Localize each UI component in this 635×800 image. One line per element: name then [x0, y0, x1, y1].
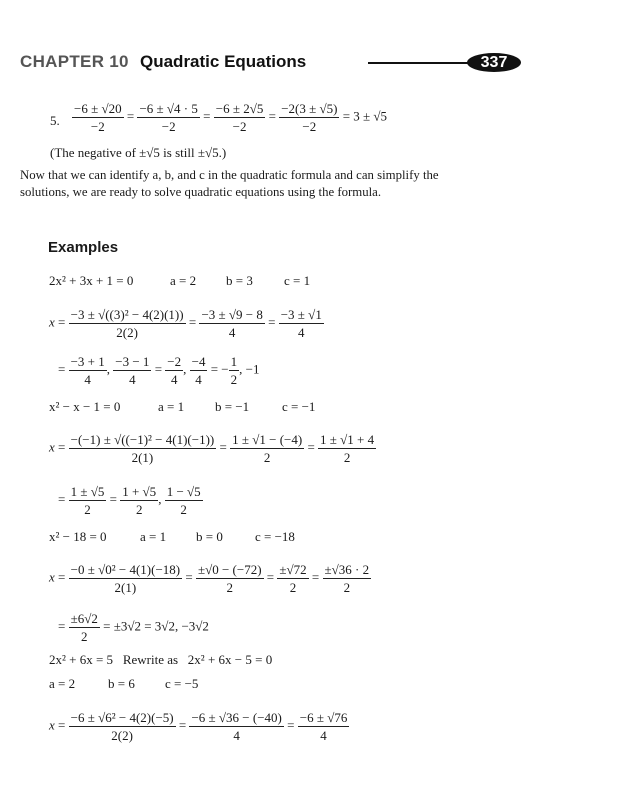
fraction: $\frac{-4}{4}$ — [191, 354, 206, 387]
ex1-b: b = 3 — [226, 273, 253, 288]
ex3-a: a = 1 — [140, 529, 167, 544]
fraction: $\frac{-2}{4}$ — [167, 354, 182, 387]
ex1-equation: 2x² + 3x + 1 = 0 — [49, 273, 134, 288]
ex1-c: c = 1 — [284, 273, 311, 288]
ex3-b: b = 0 — [196, 529, 223, 544]
fraction: $\frac{-6 \pm √4 \cdot 5}{-2}$ — [139, 101, 198, 134]
fraction: $\frac{\pm√72}{2}$ — [279, 562, 307, 595]
ex3-equation: x² − 18 = 0 — [49, 529, 107, 544]
fraction: $\frac{1 \pm √1 - (-4)}{2}$ — [232, 432, 303, 465]
fraction: $\frac{\text{−3 ± √((3)² − 4(2)(1))}}{2(2)}$ — [70, 307, 184, 340]
ex4-line-1: x = $\frac{\text{−6 ± √6² − 4(2)(−5)}}{2(2)}$ = $\frac{-6 \pm √36 - (-40)}{4}$ = $\frac{-6 \pm √76}{4}$ — [49, 710, 348, 743]
fraction: $\frac{-6 \pm √36 - (-40)}{4}$ — [191, 710, 282, 743]
ex4-a: a = 2 — [49, 676, 76, 691]
fraction: $\frac{-6 \pm √76}{4}$ — [299, 710, 348, 743]
fraction: $\frac{1}{2}$ — [230, 354, 238, 387]
item-5-label: 5. — [50, 113, 60, 128]
fraction: $\frac{-2(3 \pm √5)}{-2}$ — [281, 101, 338, 134]
fraction: $\frac{1 \pm √1 + 4}{2}$ — [320, 432, 375, 465]
fraction: $\frac{\text{−0 ± √0² − 4(1)(−18)}}{2(1)}$ — [70, 562, 181, 595]
ex2-a: a = 1 — [158, 399, 185, 414]
fraction: $\frac{\text{−(−1) ± √((−1)² − 4(1)(−1))}}{2(1)}$ — [70, 432, 215, 465]
fraction: $\frac{\pm√36 \cdot 2}{2}$ — [324, 562, 370, 595]
ex4-c: c = −5 — [165, 676, 199, 691]
item-5-equation: $\frac{-6 \pm √20}{-2}$ = $\frac{-6 \pm √4 \cdot 5}{-2}$ = $\frac{-6 \pm 2√5}{-2}$ = $\frac{-2(3 \pm √5)}{-2}$ = 3 ± √5 — [74, 101, 388, 134]
page-number-badge: 337 — [467, 53, 521, 72]
fraction: $\frac{-6 \pm 2√5}{-2}$ — [215, 101, 264, 134]
ex1-a: a = 2 — [170, 273, 197, 288]
fraction: $\frac{1 \pm √5}{2}$ — [70, 484, 105, 517]
ex2-equation: x² − x − 1 = 0 — [49, 399, 121, 414]
examples-heading: Examples — [48, 239, 119, 256]
item-5-note: (The negative of ±√5 is still ±√5.) — [50, 145, 227, 160]
ex2-line-2: = $\frac{1 \pm √5}{2}$ = $\frac{1 + √5}{2}$ , $\frac{1 - √5}{2}$ — [58, 484, 201, 517]
fraction: $\frac{-3 \pm √9 - 8}{4}$ — [201, 307, 263, 340]
fraction: $\frac{-3 - 1}{4}$ — [115, 354, 150, 387]
ex2-c: c = −1 — [282, 399, 316, 414]
ex3-c: c = −18 — [255, 529, 295, 544]
fraction: $\frac{-3 \pm √1}{4}$ — [280, 307, 322, 340]
fraction: $\frac{1 - √5}{2}$ — [166, 484, 201, 517]
fraction: $\frac{-6 \pm √20}{-2}$ — [74, 101, 122, 134]
ex1-line-2: = $\frac{-3 + 1}{4}$ , $\frac{-3 - 1}{4}$ = $\frac{-2}{4}$ , $\frac{-4}{4}$ = − $\frac{1}{2}$ , −1 — [58, 354, 260, 387]
ex3-line-1: x = $\frac{\text{−0 ± √0² − 4(1)(−18)}}{2(1)}$ = $\frac{\pm√0 - (-72)}{2}$ = $\frac{\pm√72}{2}$ = $\frac{\pm√36 \cdot 2}{2}$ — [49, 562, 370, 595]
fraction: $\frac{\pm√0 - (-72)}{2}$ — [197, 562, 262, 595]
ex4-b: b = 6 — [108, 676, 135, 691]
fraction: $\frac{\text{−6 ± √6² − 4(2)(−5)}}{2(2)}$ — [70, 710, 174, 743]
intro-paragraph: Now that we can identify a, b, and c in the quadratic formula and can simplify the solutions, we are ready to solve quadratic equations using the formula. — [20, 168, 439, 199]
ex2-b: b = −1 — [215, 399, 250, 414]
fraction: $\frac{1 + √5}{2}$ — [122, 484, 157, 517]
chapter-title: Quadratic Equations — [140, 52, 307, 71]
chapter-label: CHAPTER 10 — [20, 52, 129, 71]
ex2-line-1: x = $\frac{\text{−(−1) ± √((−1)² − 4(1)(−1))}}{2(1)}$ = $\frac{1 \pm √1 - (-4)}{2}$ = $\frac{1 \pm √1 + 4}{2}$ — [49, 432, 375, 465]
ex1-line-1: x = $\frac{\text{−3 ± √((3)² − 4(2)(1))}}{2(2)}$ = $\frac{-3 \pm √9 - 8}{4}$ = $\frac{-3 \pm √1}{4}$ — [49, 307, 322, 340]
ex4-equation: 2x² + 6x = 5 Rewrite as 2x² + 6x − 5 = 0 — [49, 652, 273, 667]
fraction: $\frac{\pm 6√2}{2}$ — [70, 611, 98, 644]
header-rule — [368, 62, 478, 64]
fraction: $\frac{-3 + 1}{4}$ — [70, 354, 105, 387]
item-5-result: = 3 ± √5 — [342, 108, 388, 124]
ex3-line-2: = $\frac{\pm 6√2}{2}$ = ±3√2 = 3√2, −3√2 — [58, 611, 209, 644]
